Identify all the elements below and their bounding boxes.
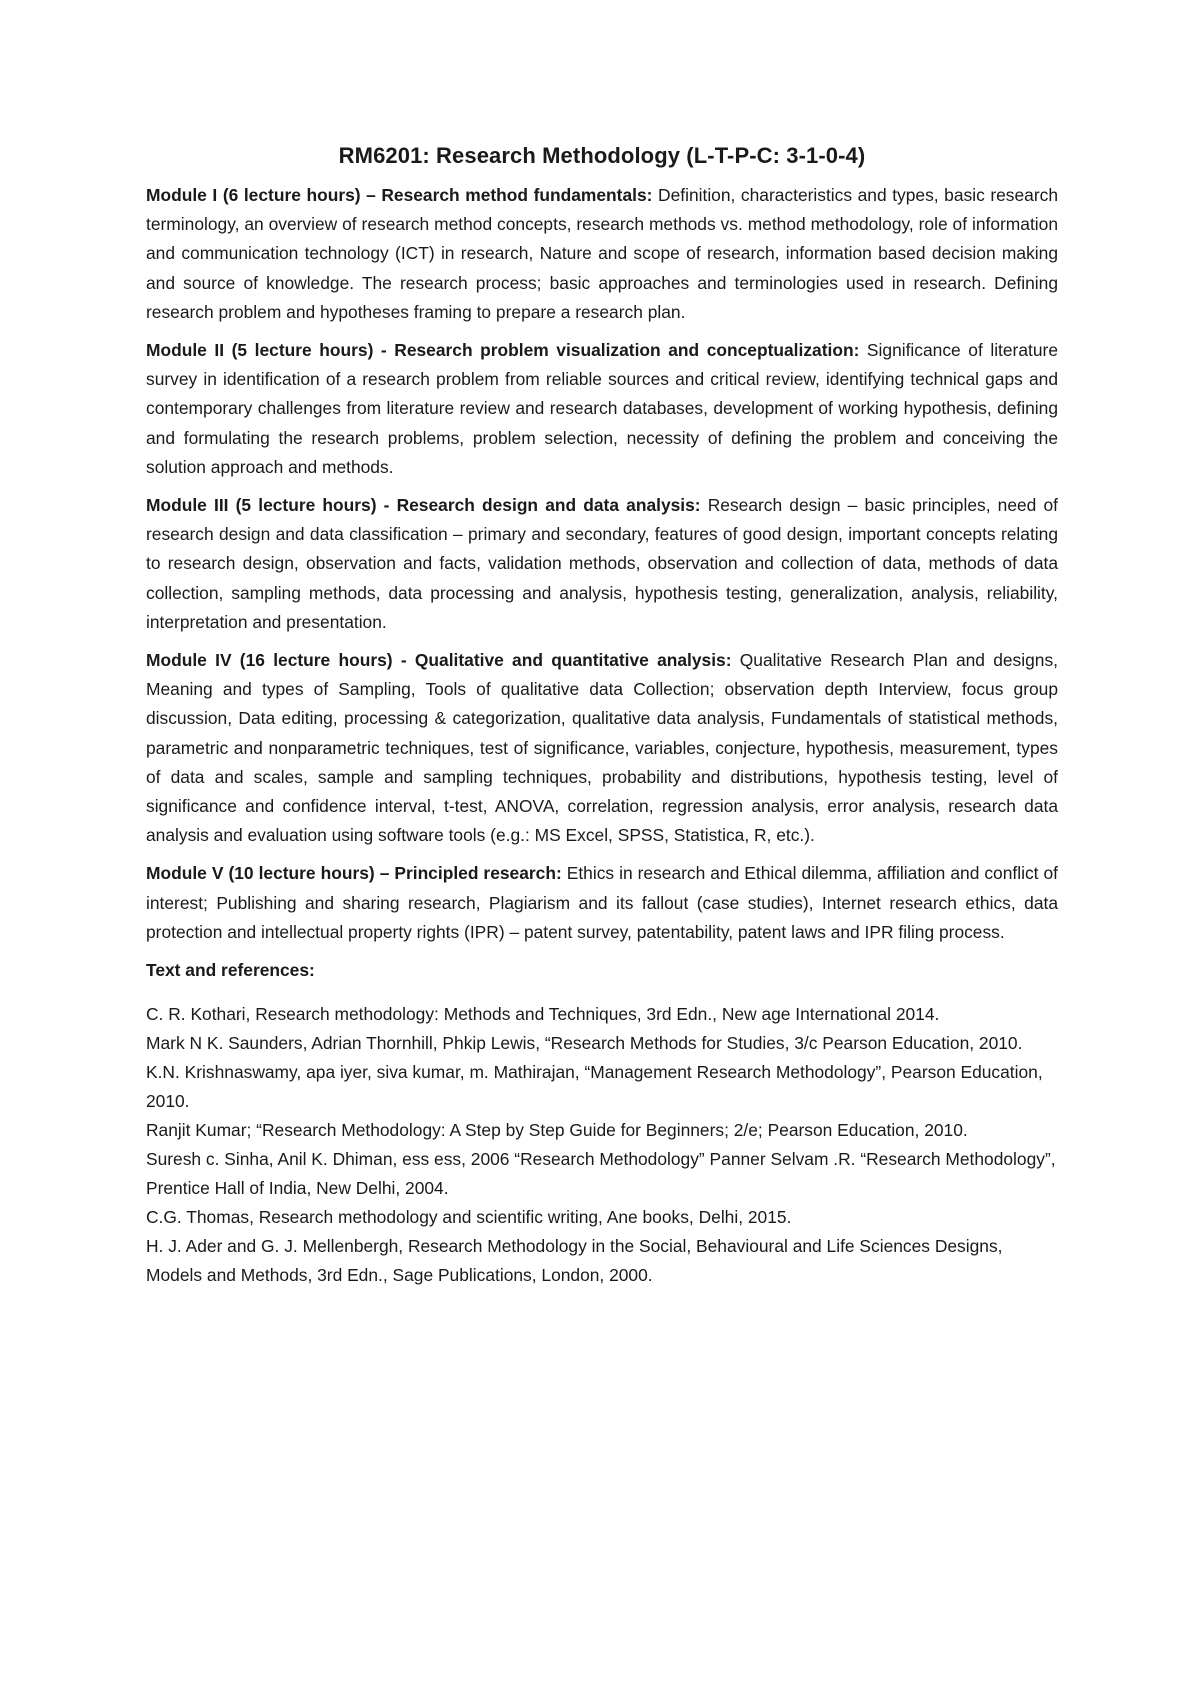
module-heading: Module V (10 lecture hours) – Principled research: (146, 863, 562, 884)
reference-item: Suresh c. Sinha, Anil K. Dhiman, ess ess, 2006 “Research Methodology” Panner Selvam .R. “Research Methodology”, Prentice Hall of India, New Delhi, 2004. (146, 1149, 1056, 1199)
module-description: Definition, characteristics and types, basic research terminology, an overview of research method concepts, research methods vs. method methodology, role of information and communication technology (ICT) in research, Nature and scope of research, information based decision making and source of knowledge. The research process; basic approaches and terminologies used in research. Defining research problem and hypotheses framing to prepare a research plan. (146, 185, 1058, 322)
reference-item: C. R. Kothari, Research methodology: Methods and Techniques, 3rd Edn., New age International 2014. (146, 1004, 940, 1025)
syllabus-page (146, 143, 1058, 1290)
module-description: Ethics in research and Ethical dilemma, affiliation and conflict of interest; Publishing and sharing research, Plagiarism and its fallout (case studies), Internet research ethics, data protection and intellectual property rights (IPR) – patent survey, patentability, patent laws and IPR filing process. (146, 863, 1058, 942)
module-heading: Module III (5 lecture hours) - Research design and data analysis: (146, 495, 701, 516)
references-heading: Text and references: (146, 960, 315, 981)
module-heading: Module II (5 lecture hours) - Research problem visualization and conceptualization: (146, 340, 860, 361)
reference-item: Ranjit Kumar; “Research Methodology: A Step by Step Guide for Beginners; 2/e; Pearson Education, 2010. (146, 1120, 968, 1141)
module-paragraph (146, 646, 1058, 850)
module-description: Qualitative Research Plan and designs, Meaning and types of Sampling, Tools of qualitative data Collection; observation depth Interview, focus group discussion, Data editing, processing & categorization, qualitative data analysis, Fundamentals of statistical methods, parametric and nonparametric techniques, test of significance, variables, conjecture, hypothesis, measurement, types of data and scales, sample and sampling techniques, probability and distributions, hypothesis testing, level of significance and confidence interval, t-test, ANOVA, correlation, regression analysis, error analysis, research data analysis and evaluation using software tools (e.g.: MS Excel, SPSS, Statistica, R, etc.). (146, 650, 1058, 846)
reference-item: Mark N K. Saunders, Adrian Thornhill, Phkip Lewis, “Research Methods for Studies, 3/c Pearson Education, 2010. (146, 1033, 1023, 1054)
module-description: Research design – basic principles, need of research design and data classification – primary and secondary, features of good design, important concepts relating to research design, observation and facts, validation methods, observation and collection of data, methods of data collection, sampling methods, data processing and analysis, hypothesis testing, generalization, analysis, reliability, interpretation and presentation. (146, 495, 1058, 632)
page-title: RM6201: Research Methodology (L-T-P-C: 3-1-0-4) (338, 143, 866, 168)
reference-item: H. J. Ader and G. J. Mellenbergh, Research Methodology in the Social, Behavioural and Life Sciences Designs, Models and Methods, 3rd Edn., Sage Publications, London, 2000. (146, 1236, 1003, 1286)
reference-item: K.N. Krishnaswamy, apa iyer, siva kumar, m. Mathirajan, “Management Research Methodology”, Pearson Education, 2010. (146, 1062, 1043, 1112)
module-paragraph (146, 859, 1058, 947)
references-list (146, 1000, 1058, 1290)
module-heading: Module I (6 lecture hours) – Research method fundamentals: (146, 185, 653, 205)
module-paragraph (146, 336, 1058, 482)
module-description: Significance of literature survey in identification of a research problem from reliable sources and critical review, identifying technical gaps and contemporary challenges from literature review and research databases, development of working hypothesis, defining and formulating the research problems, problem selection, necessity of defining the problem and conceiving the solution approach and methods. (146, 340, 1058, 477)
module-paragraph (146, 181, 1058, 327)
module-paragraph (146, 491, 1058, 637)
reference-item: C.G. Thomas, Research methodology and scientific writing, Ane books, Delhi, 2015. (146, 1207, 792, 1228)
module-heading: Module IV (16 lecture hours) - Qualitative and quantitative analysis: (146, 650, 732, 671)
